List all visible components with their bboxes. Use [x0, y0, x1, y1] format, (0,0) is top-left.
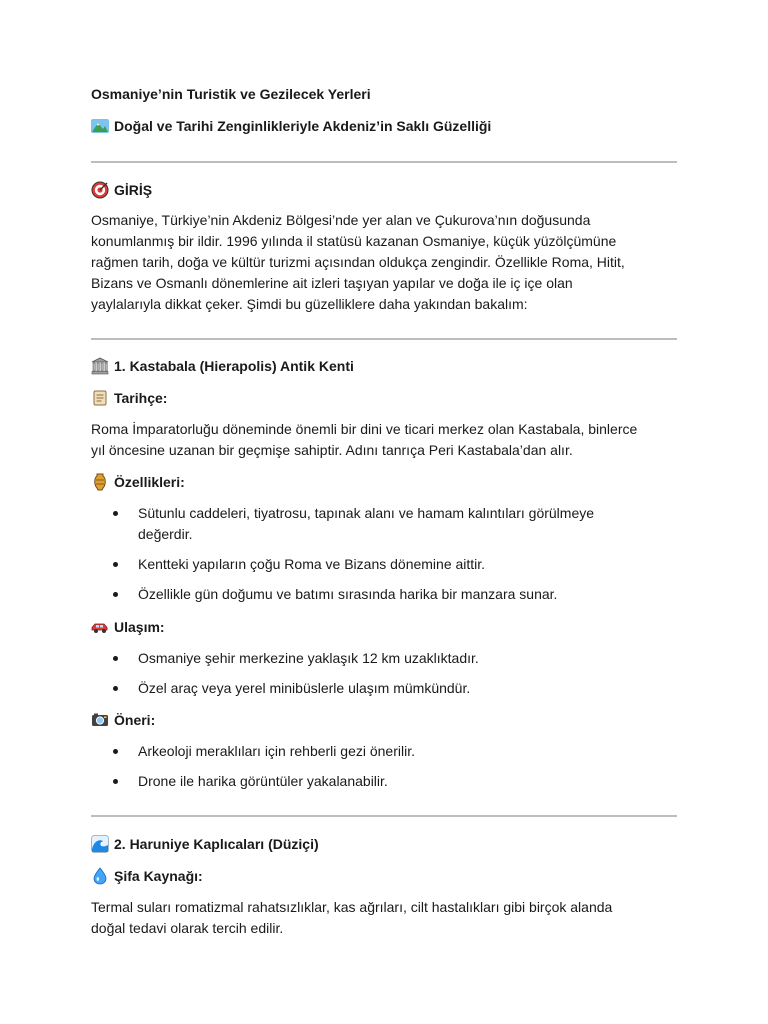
healing-line: Termal suları romatizmal rahatsızlıklar, kas ağrıları, cilt hastalıkları gibi birçok alanda — [91, 899, 613, 915]
transport-label — [91, 617, 165, 637]
features-label — [91, 472, 185, 492]
wave-icon — [91, 835, 109, 853]
bullet — [113, 779, 118, 784]
transport-label-text: Ulaşım: — [114, 619, 165, 635]
bullet — [113, 511, 118, 516]
tip-item: Drone ile harika görüntüler yakalanabilir. — [138, 773, 388, 789]
healing-label — [91, 866, 203, 886]
section1-heading — [91, 356, 354, 376]
classical-building-icon — [91, 357, 109, 375]
healing-label-text: Şifa Kaynağı: — [114, 868, 203, 884]
tip-item: Arkeoloji meraklıları için rehberli gezi önerilir. — [138, 743, 415, 759]
features-label-text: Özellikleri: — [114, 474, 185, 490]
intro-line: rağmen tarih, doğa ve kültür turizmi açısından oldukça zengindir. Özellikle Roma, Hitit, — [91, 254, 625, 270]
tip-label-text: Öneri: — [114, 712, 156, 728]
section1-heading-text: 1. Kastabala (Hierapolis) Antik Kenti — [114, 358, 354, 374]
history-line: yıl öncesine uzanan bir geçmişe sahiptir. Adını tanrıça Peri Kastabala’dan alır. — [91, 442, 573, 458]
features-item: Kentteki yapıların çoğu Roma ve Bizans dönemine aittir. — [138, 556, 486, 572]
bullet — [113, 562, 118, 567]
target-icon — [91, 181, 109, 199]
subtitle-text: Doğal ve Tarihi Zenginlikleriyle Akdeniz’in Saklı Güzelliği — [114, 118, 492, 134]
intro-line: Osmaniye, Türkiye’nin Akdeniz Bölgesi’nde yer alan ve Çukurova’nın doğusunda — [91, 212, 591, 228]
bullet — [113, 749, 118, 754]
intro-line: Bizans ve Osmanlı dönemlerine ait izleri taşıyan yapılar ve doğa ile iç içe olan — [91, 275, 573, 291]
tip-label — [91, 710, 155, 730]
document-subtitle — [91, 116, 491, 136]
transport-item: Özel araç veya yerel minibüslerle ulaşım mümkündür. — [138, 680, 471, 696]
history-label-text: Tarihçe: — [114, 390, 168, 406]
document-title: Osmaniye’nin Turistik ve Gezilecek Yerleri — [91, 86, 371, 102]
bullet — [113, 656, 118, 661]
scroll-icon — [91, 389, 109, 407]
section2-heading — [91, 834, 319, 854]
divider — [91, 338, 677, 340]
history-label — [91, 388, 167, 408]
transport-item: Osmaniye şehir merkezine yaklaşık 12 km uzaklıktadır. — [138, 650, 479, 666]
history-line: Roma İmparatorluğu döneminde önemli bir dini ve ticari merkez olan Kastabala, binlerce — [91, 421, 638, 437]
intro-heading-text: GİRİŞ — [114, 182, 153, 198]
section2-heading-text: 2. Haruniye Kaplıcaları (Düziçi) — [114, 836, 319, 852]
divider — [91, 161, 677, 163]
bullet — [113, 686, 118, 691]
amphora-icon — [91, 473, 109, 491]
bullet — [113, 592, 118, 597]
divider — [91, 815, 677, 817]
camera-icon — [91, 711, 109, 729]
features-item: Özellikle gün doğumu ve batımı sırasında harika bir manzara sunar. — [138, 586, 558, 602]
intro-line: yaylalarıyla dikkat çeker. Şimdi bu güzelliklere daha yakından bakalım: — [91, 296, 528, 312]
intro-heading — [91, 180, 152, 200]
features-item-continued: değerdir. — [138, 526, 193, 542]
features-item: Sütunlu caddeleri, tiyatrosu, tapınak alanı ve hamam kalıntıları görülmeye — [138, 505, 595, 521]
intro-line: konumlanmış bir ildir. 1996 yılında il statüsü kazanan Osmaniye, küçük yüzölçümüne — [91, 233, 617, 249]
mountain-landscape-icon — [91, 117, 109, 135]
healing-line: doğal tedavi olarak tercih edilir. — [91, 920, 284, 936]
car-icon — [91, 618, 109, 636]
droplet-icon — [91, 867, 109, 885]
